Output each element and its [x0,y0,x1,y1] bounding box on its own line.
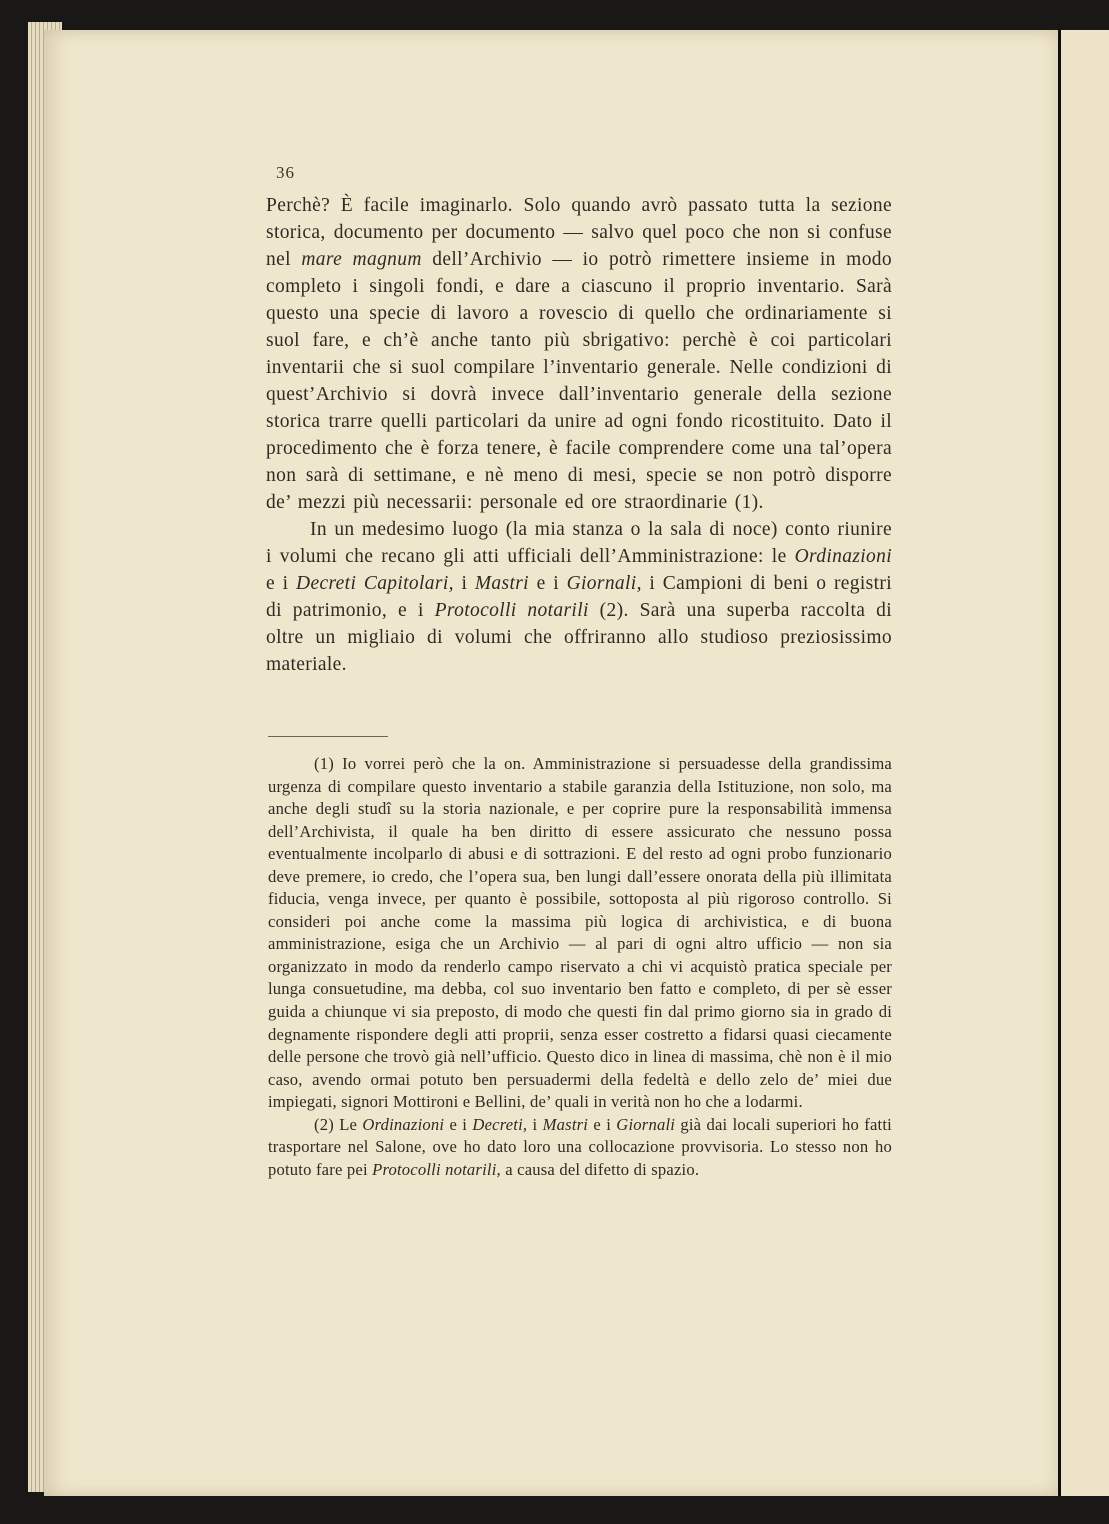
main-text [266,192,892,678]
text-run: (2) Le [314,1114,363,1134]
italic-text: Mastri [474,573,529,594]
text-run: Perchè? È facile imaginarlo. Solo quando avrò passato tutta la sezione storica, documento per documento — salvo quel poco che non si confuse nel [266,195,892,270]
italic-text: Decreti, [472,1114,528,1134]
italic-text: Ordinazioni [362,1114,445,1134]
footnote [268,1114,892,1182]
text-run: già dai locali superiori ho fatti trasportare nel Salone, ove ho dato loro una collocazione provvisoria. Lo stesso non ho potuto fare pei [268,1114,892,1179]
italic-text: Mastri [542,1114,589,1134]
paragraph [266,516,892,678]
text-run: e i [266,573,297,594]
facing-page-edge [1058,30,1109,1496]
italic-text: mare magnum [301,249,422,270]
italic-text: Decreti Capitolari, [296,573,454,594]
text-run: e i [444,1114,473,1134]
text-run: (1) Io vorrei però che la on. Amministrazione si persuadesse della grandissima urgenza di compilare questo inventario a stabile garanzia della Istituzione, non solo, ma anche degli studî su la storia nazionale, e per coprire pure la responsabilità immensa dell’Archivista, il quale ha ben diritto di essere assicurato che nessuno possa eventualmente incolparlo di abusi e di sottrazioni. E del resto ad ogni probo funzionario deve premere, io credo, che l’opera sua, ben lungi dall’essere onorata della più illimitata fiducia, venga invece, per quanto è possibile, sottoposta al più rigoroso controllo. Si consideri poi anche come la massima più logica di archivistica, e di buona amministrazione, esiga che un Archivio — al pari di ogni altro ufficio — non sia organizzato in modo da renderlo campo riservato a chi vi acquistò pratica speciale per lunga consuetudine, ma debba, col suo inventario ben fatto e completo, di per sè esser guida a chiunque vi sia preposto, di modo che questi fin dal primo giorno sia in grado di degnamente rispondere degli atti proprii, senza esser costretto a fidarsi quasi ciecamente delle persone che trovò già nell’ufficio. Questo dico in linea di massima, chè non è il mio caso, avendo ormai potuto ben persuadermi della fedeltà e dello zelo de’ miei due impiegati, signori Mottironi e Bellini, de’ quali in verità non ho che a lodarmi. [268,754,892,1112]
text-run: i [527,1114,543,1134]
text-run: dell’Archivio — io potrò rimettere insieme in modo completo i singoli fondi, e dare a ciascuno il proprio inventario. Sarà questo una specie di lavoro a rovescio di quello che ordinariamente si suol fare, e ch’è anche tanto più sbrigativo: perchè è coi particolari inventarii che si suol compilare l’inventario generale. Nelle condizioni di quest’Archivio si dovrà invece dall’inventario generale della sezione storica trarre quelli particolari da unire ad ogni fondo ricostituito. Dato il procedimento che è forza tenere, è facile comprendere come una tal’opera non sarà di settimane, e nè meno di mesi, specie se non potrò disporre de’ mezzi più necessarii: personale ed ore straordinarie (1). [266,249,892,513]
paragraph [266,192,892,516]
text-run: e i [528,573,567,594]
italic-text: Protocolli notarili, [372,1159,501,1179]
footnotes [268,753,892,1181]
text-run: i Campioni di beni o registri di patrimonio, e i [266,573,892,621]
text-run: a causa del difetto di spazio. [500,1159,700,1179]
text-run: (2). Sarà una superba raccolta di oltre un migliaio di volumi che offriranno allo studioso preziosissimo materiale. [266,600,893,675]
italic-text: Giornali, [566,573,642,594]
text-run: e i [588,1114,617,1134]
page-number: 36 [276,163,295,182]
footnote [268,753,892,1114]
italic-text: Giornali [616,1114,676,1134]
italic-text: Protocolli notarili [434,600,589,621]
footnote-separator [268,736,388,737]
italic-text: Ordinazioni [794,546,892,567]
text-run: i [453,573,475,594]
text-run: In un medesimo luogo (la mia stanza o la sala di noce) conto riunire i volumi che recano gli atti ufficiali dell’Amministrazione: le [266,519,892,567]
